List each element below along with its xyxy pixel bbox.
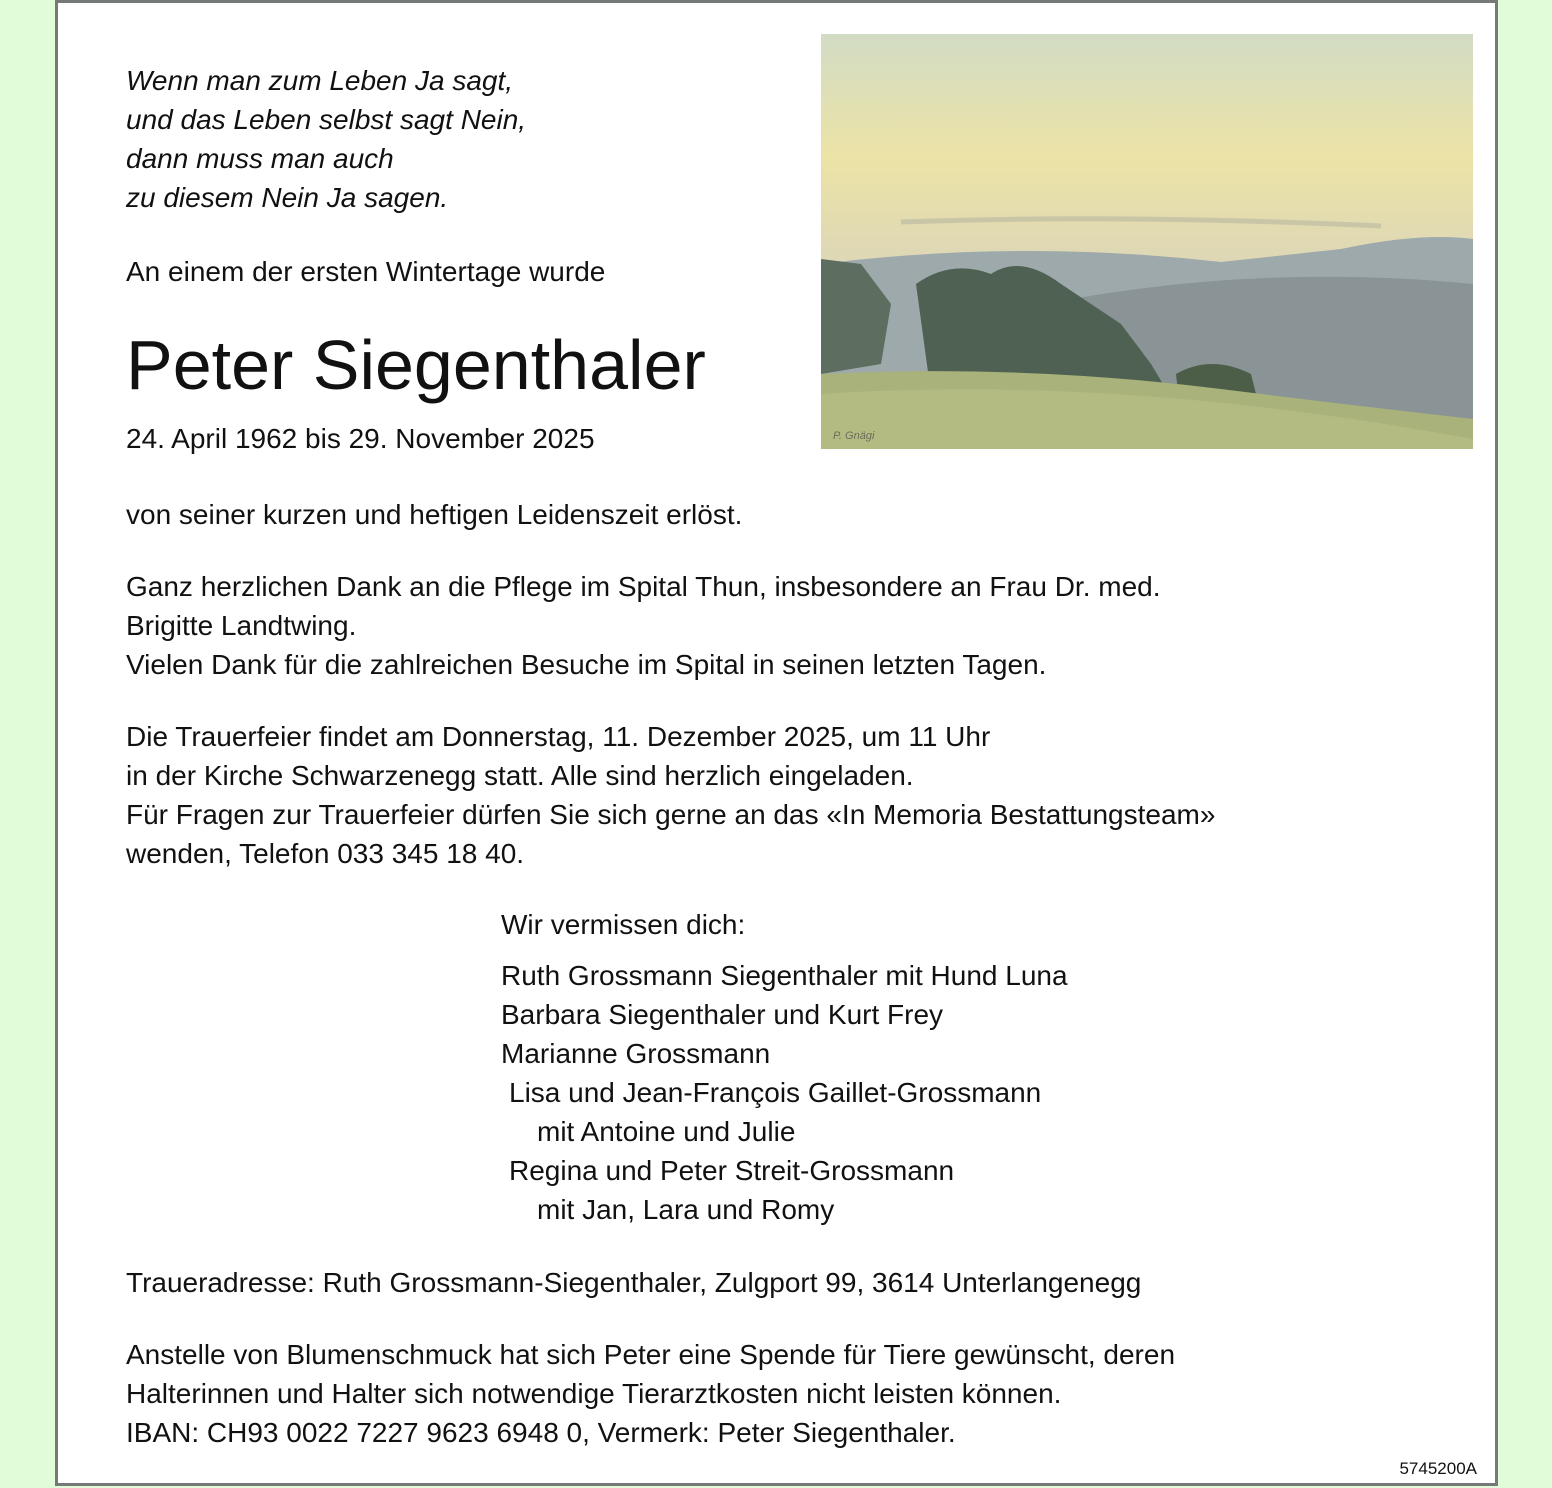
- thanks-line: Vielen Dank für die zahlreichen Besuche im Spital in seinen letzten Tagen.: [126, 649, 1047, 680]
- ceremony-line: wenden, Telefon 033 345 18 40.: [126, 838, 525, 869]
- ceremony-line: Für Fragen zur Trauerfeier dürfen Sie sich gerne an das «In Memoria Bestattungsteam»: [126, 799, 1216, 830]
- mourner: mit Antoine und Julie: [537, 1116, 796, 1147]
- intro: An einem der ersten Wintertage wurde: [126, 256, 606, 287]
- landscape-painting: [821, 34, 1473, 449]
- mourners-heading: Wir vermissen dich:: [501, 909, 746, 940]
- ceremony: [126, 717, 1215, 873]
- quote-line: und das Leben selbst sagt Nein,: [126, 104, 527, 135]
- thanks-line: Ganz herzlichen Dank an die Pflege im Spital Thun, insbesondere an Frau Dr. med.: [126, 571, 1161, 602]
- thanks: [126, 567, 1161, 684]
- dates: 24. April 1962 bis 29. November 2025: [126, 423, 595, 454]
- mourner: Regina und Peter Streit-Grossmann: [509, 1155, 955, 1186]
- deceased-name: Peter Siegenthaler: [126, 326, 706, 404]
- released-text: von seiner kurzen und heftigen Leidenszeit erlöst.: [126, 499, 743, 530]
- quote-line: zu diesem Nein Ja sagen.: [126, 182, 449, 213]
- ceremony-line: Die Trauerfeier findet am Donnerstag, 11. Dezember 2025, um 11 Uhr: [126, 721, 991, 752]
- quote-line: dann muss man auch: [126, 143, 394, 174]
- donation-line: Halterinnen und Halter sich notwendige Tierarztkosten nicht leisten können.: [126, 1378, 1062, 1409]
- ceremony-line: in der Kirche Schwarzenegg statt. Alle sind herzlich eingeladen.: [126, 760, 914, 791]
- donation-line: IBAN: CH93 0022 7227 9623 6948 0, Vermerk: Peter Siegenthaler.: [126, 1417, 956, 1448]
- quote: [126, 61, 526, 217]
- ad-code: 5745200A: [1399, 1459, 1477, 1478]
- mourning-address: Traueradresse: Ruth Grossmann-Siegenthaler, Zulgport 99, 3614 Unterlangenegg: [126, 1267, 1142, 1298]
- mourner: mit Jan, Lara und Romy: [537, 1194, 835, 1225]
- quote-line: Wenn man zum Leben Ja sagt,: [126, 65, 514, 96]
- painting-signature: P. Gnägi: [833, 430, 875, 442]
- obituary-card: [55, 0, 1498, 1486]
- mourner: Ruth Grossmann Siegenthaler mit Hund Luna: [501, 960, 1068, 991]
- donation-line: Anstelle von Blumenschmuck hat sich Peter eine Spende für Tiere gewünscht, deren: [126, 1339, 1176, 1370]
- mourner: Barbara Siegenthaler und Kurt Frey: [501, 999, 944, 1030]
- mourners-list: [501, 956, 1068, 1229]
- mourner: Lisa und Jean-François Gaillet-Grossmann: [509, 1077, 1042, 1108]
- thanks-line: Brigitte Landtwing.: [126, 610, 357, 641]
- donation: [126, 1335, 1175, 1452]
- mourner: Marianne Grossmann: [501, 1038, 771, 1069]
